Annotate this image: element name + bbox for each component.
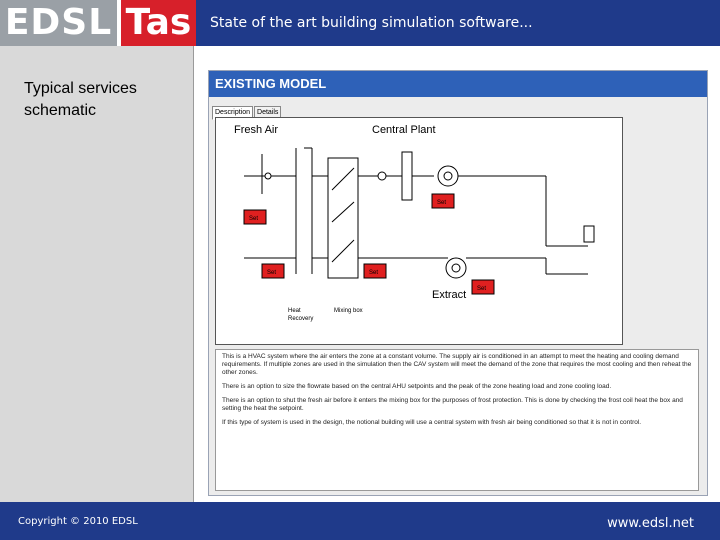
set-box-label: Set bbox=[477, 286, 487, 292]
extract-label: Extract bbox=[432, 289, 467, 301]
tab-details[interactable]: Details bbox=[254, 106, 281, 120]
zone-sensor-icon bbox=[584, 226, 594, 242]
mixing-box-label: Mixing box bbox=[334, 308, 363, 314]
description-paragraph: There is an option to shut the fresh air before it enters the mixing box for the purposes of frost protection. This is done by checking the frost coil heat the box and setting the heat the setpoint. bbox=[222, 397, 683, 412]
schematic-diagram bbox=[215, 117, 623, 345]
mixing-damper-2 bbox=[332, 202, 354, 222]
header-title: State of the art building simulation software... bbox=[210, 15, 533, 31]
heat-recovery-label-1: Heat bbox=[288, 308, 301, 314]
logo bbox=[0, 0, 196, 46]
description-paragraph: This is a HVAC system where the air enters the zone at a constant volume. The supply air is conditioned in an attempt to meet the heating and cooling demand requirements. If multiple zones are used in the simulation then the CAV system will meet the demand of the zone that requires the most cooling and then reheat the other zones. bbox=[222, 353, 692, 376]
fresh-air-label: Fresh Air bbox=[234, 124, 279, 136]
supply-fan-hub bbox=[444, 172, 452, 180]
extract-fan-hub bbox=[452, 264, 460, 272]
heating-coil bbox=[402, 152, 412, 200]
footer-bar bbox=[0, 502, 720, 540]
logo-tas: Tas bbox=[121, 0, 196, 46]
mixing-damper-1 bbox=[332, 168, 354, 190]
set-box-label: Set bbox=[249, 216, 259, 222]
schematic-svg bbox=[216, 118, 622, 344]
model-title: EXISTING MODEL bbox=[209, 71, 707, 97]
section-title: Typical services schematic bbox=[24, 80, 137, 119]
set-box-label: Set bbox=[369, 270, 379, 276]
heat-recovery-label-2: Recovery bbox=[288, 316, 314, 322]
left-panel bbox=[0, 46, 194, 502]
copyright-text: Copyright © 2010 EDSL bbox=[18, 516, 138, 527]
description-text-box[interactable] bbox=[215, 349, 699, 491]
central-plant-label: Central Plant bbox=[372, 124, 436, 136]
coil-sensor-icon bbox=[378, 172, 386, 180]
header-bar bbox=[0, 0, 720, 46]
set-box-label: Set bbox=[267, 270, 277, 276]
tab-description[interactable]: Description bbox=[212, 106, 253, 120]
description-paragraph: There is an option to size the flowrate based on the central AHU setpoints and the peak of the zone heating load and zone cooling load. bbox=[222, 383, 612, 390]
description-paragraph: If this type of system is used in the design, the notional building will use a central system with fresh air being conditioned so that it is not in control. bbox=[222, 419, 642, 426]
set-box-label: Set bbox=[437, 200, 447, 206]
inlet-sensor-icon bbox=[265, 173, 271, 179]
logo-edsl: EDSL bbox=[0, 0, 117, 46]
existing-model-window bbox=[208, 70, 708, 496]
mixing-damper-3 bbox=[332, 240, 354, 262]
model-tabs bbox=[212, 101, 282, 115]
website-link[interactable]: www.edsl.net bbox=[607, 516, 694, 531]
mixing-box bbox=[328, 158, 358, 278]
